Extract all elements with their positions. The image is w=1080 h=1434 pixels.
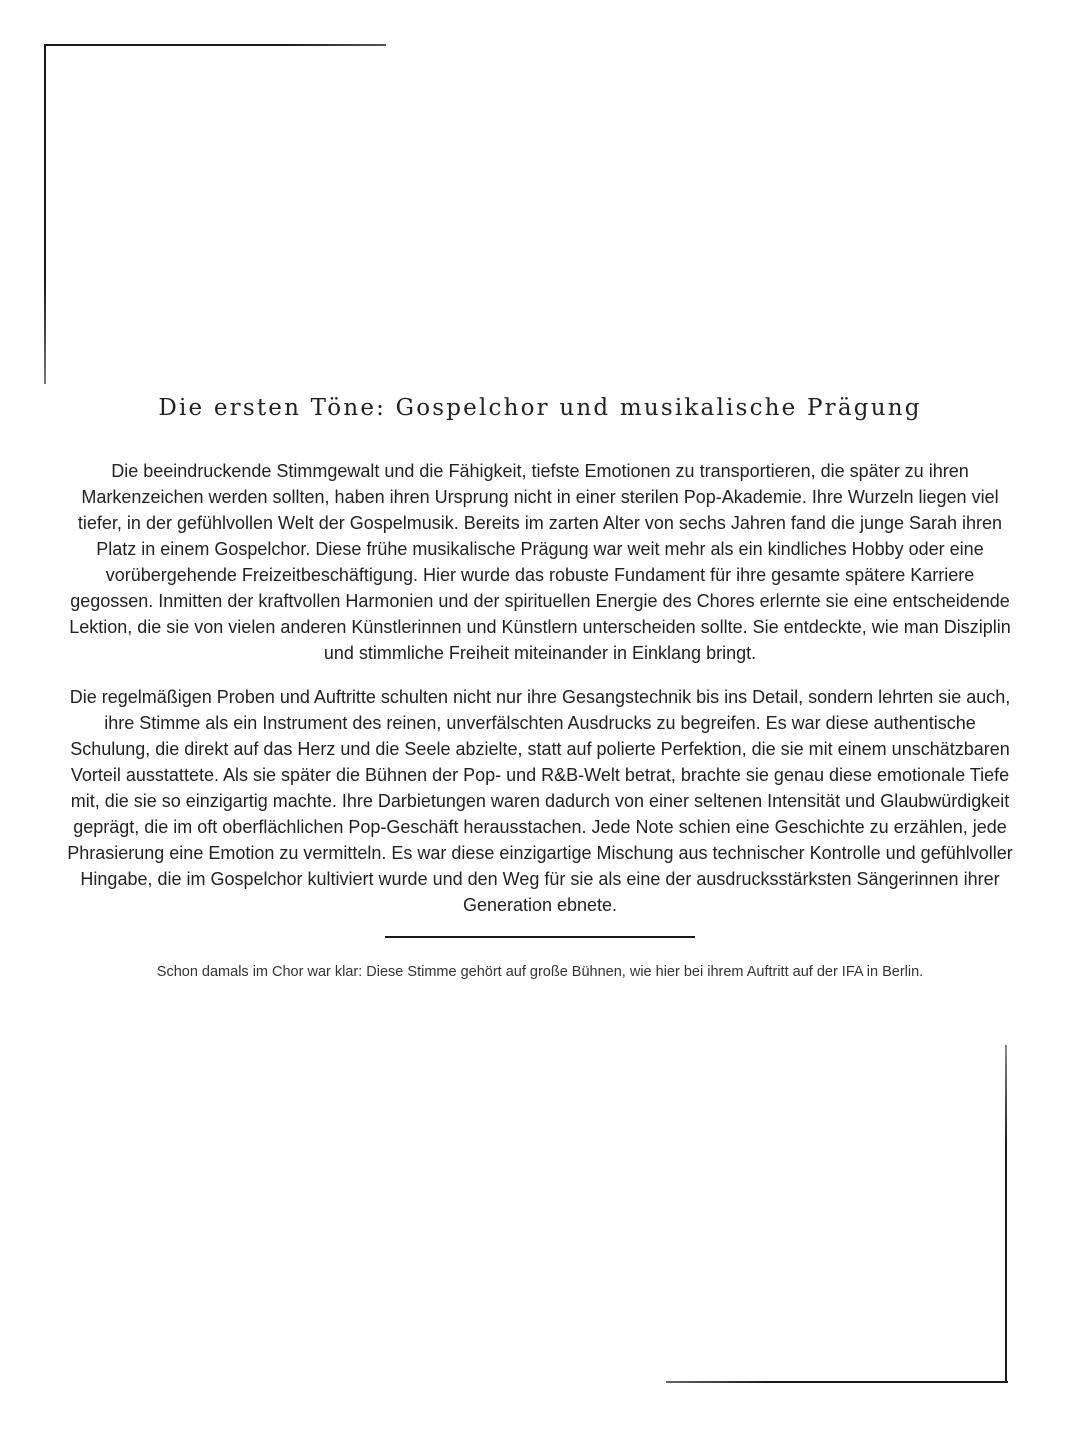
frame-corner-bottom-right-vertical (1005, 1045, 1007, 1383)
paragraph-2: Die regelmäßigen Proben und Auftritte schulten nicht nur ihre Gesangstechnik bis ins Detail, sondern lehrten sie auch, ihre Stimme als ein Instrument des reinen, unverfälschten Ausdrucks zu begreifen. Es war diese authentische Schulung, die direkt auf das Herz und die Seele abzielte, statt auf polierte Perfektion, die sie mit einem unschätzbaren Vorteil ausstattete. Als sie später die Bühnen der Pop- und R&B-Welt betrat, brachte sie genau diese emotionale Tiefe mit, die sie so einzigartig machte. Ihre Darbietungen waren dadurch von einer seltenen Intensität und Glaubwürdigkeit geprägt, die im oft oberflächlichen Pop-Geschäft herausstachen. Jede Note schien eine Geschichte zu erzählen, jede Phrasierung eine Emotion zu vermitteln. Es war diese einzigartige Mischung aus technischer Kontrolle und gefühlvoller Hingabe, die im Gospelchor kultiviert wurde und den Weg für sie als eine der ausdrucksstärksten Sängerinnen ihrer Generation ebnete. (67, 687, 1013, 916)
frame-corner-top-left-horizontal (44, 44, 386, 46)
article-body (64, 392, 1016, 982)
section-heading: Die ersten Töne: Gospelchor und musikalische Prägung (158, 395, 922, 421)
frame-corner-bottom-right-horizontal (666, 1381, 1008, 1383)
image-caption: Schon damals im Chor war klar: Diese Stimme gehört auf große Bühnen, wie hier bei ihrem Auftritt auf der IFA in Berlin. (156, 964, 924, 981)
paragraph-1: Die beeindruckende Stimmgewalt und die Fähigkeit, tiefste Emotionen zu transportieren, die später zu ihren Markenzeichen werden sollten, haben ihren Ursprung nicht in einer sterilen Pop-Akademie. Ihre Wurzeln liegen viel tiefer, in der gefühlvollen Welt der Gospelmusik. Bereits im zarten Alter von sechs Jahren fand die junge Sarah ihren Platz in einem Gospelchor. Diese frühe musikalische Prägung war weit mehr als ein kindliches Hobby oder eine vorübergehende Freizeitbeschäftigung. Hier wurde das robuste Fundament für ihre gesamte spätere Karriere gegossen. Inmitten der kraftvollen Harmonien und der spirituellen Energie des Chores erlernte sie eine entscheidende Lektion, die sie von vielen anderen Künstlerinnen und Künstlern unterscheiden sollte. Sie entdeckte, wie man Disziplin und stimmliche Freiheit miteinander in Einklang bringt. (69, 461, 1011, 664)
frame-corner-top-left-vertical (44, 44, 46, 384)
caption-divider (385, 936, 695, 938)
